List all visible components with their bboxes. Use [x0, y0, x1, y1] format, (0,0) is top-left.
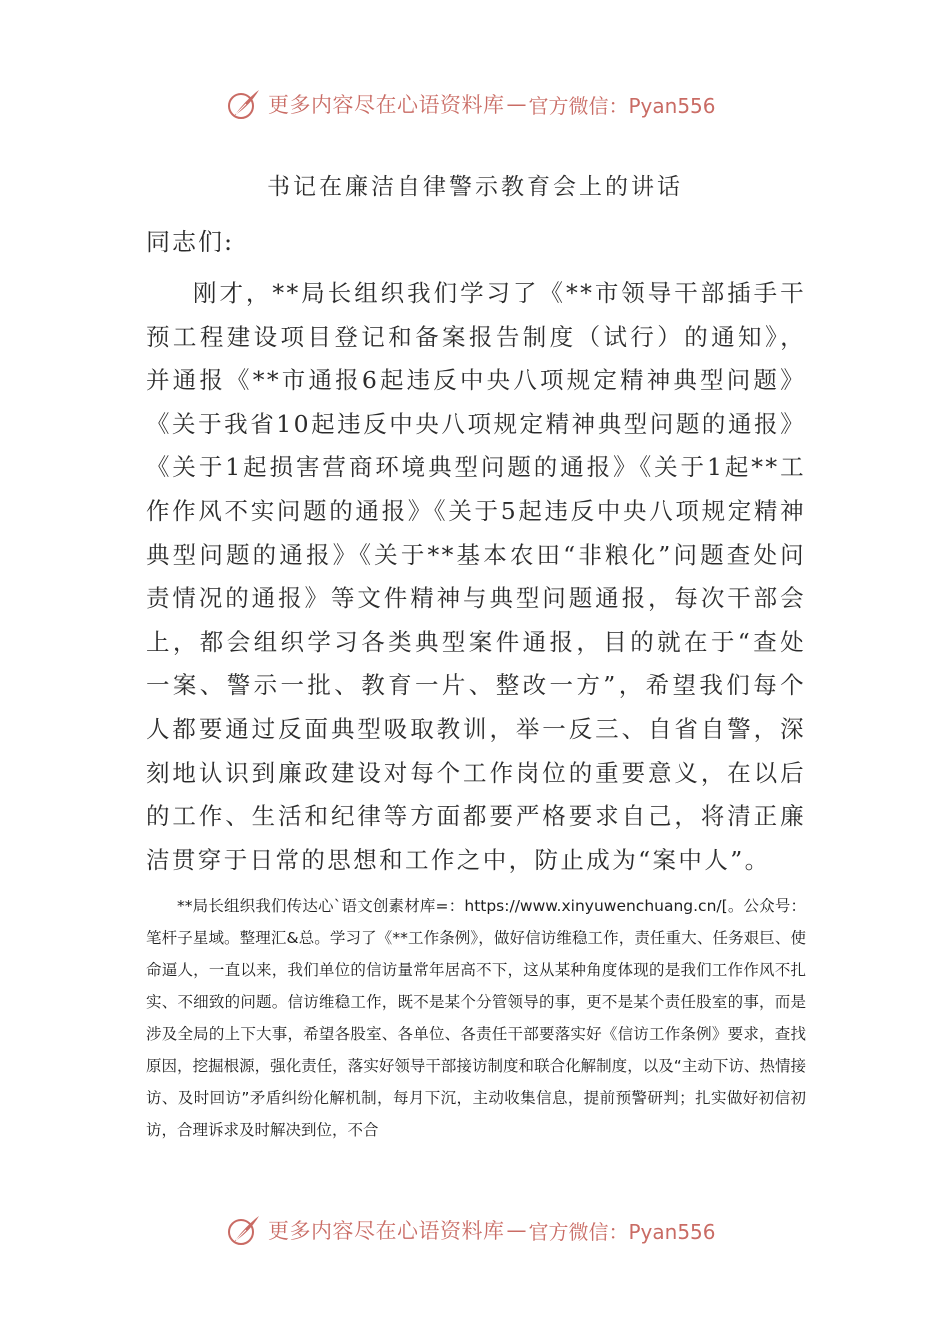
banner-wechat: 官方微信：Pyan556 — [528, 1219, 716, 1244]
banner-text: 更多内容尽在心语资料库 — [268, 93, 505, 117]
salutation: 同志们: — [146, 228, 235, 256]
body-paragraph: 刚才，**局长组织我们学习了《**市领导干部插手干预工程建设项目登记和备案报告制度（试行）的通知》，并通报《**市通报6起违反中央八项规定精神典型问题》《关于我省10起违反中央八项规定精神典型问题的通报》《关于1起损害营商环境典型问题的通报》《关于1起**工作作风不实问题的通报》《关于5起违反中央八项规定精神典型问题的通报》《关于**基本农田“非粮化”问题查处问责情况的通报》等文件精神与典型问题通报，每次干部会上，都会组织学习各类典型案件通报，目的就在于“查处一案、警示一批、教育一片、整改一方”，希望我们每个人都要通过反面典型吸取教训，举一反三、自省自警，深刻地认识到廉政建设对每个工作岗位的重要意义，在以后的工作、生活和纪律等方面都要严格要求自己，将清正廉洁贯穿于日常的思想和工作之中，防止成为“案中人”。 — [146, 279, 806, 874]
banner-text: 更多内容尽在心语资料库 — [268, 1219, 505, 1243]
document-title: 书记在廉洁自律警示教育会上的讲话 — [267, 174, 683, 200]
quill-pen-icon — [226, 86, 262, 122]
footer-banner — [226, 1210, 746, 1250]
banner-dash: — — [506, 92, 527, 116]
quill-pen-icon — [226, 1212, 262, 1248]
body-paragraph-small: **局长组织我们传达心`语文创素材库=：https://www.xinyuwenchuang.cn/[。公众号：笔杆子星域。整理汇&总。学习了《**工作条例》，做好信访维稳工作，责任重大、任务艰巨、使命逼人，一直以来，我们单位的信访量常年居高不下，这从某种角度体现的是我们工作作风不扎实、不细致的问题。信访维稳工作，既不是某个分管领导的事，更不是某个责任股室的事，而是涉及全局的上下大事，希望各股室、各单位、各责任干部要落实好《信访工作条例》要求，查找原因，挖掘根源，强化责任，落实好领导干部接访制度和联合化解制度，以及“主动下访、热情接访、及时回访”矛盾纠纷化解机制，每月下沉，主动收集信息，提前预警研判；扎实做好初信初访，合理诉求及时解决到位，不合 — [146, 897, 806, 1139]
banner-dash: — — [506, 1218, 527, 1242]
banner-wechat: 官方微信：Pyan556 — [528, 93, 716, 118]
header-banner — [226, 84, 746, 124]
